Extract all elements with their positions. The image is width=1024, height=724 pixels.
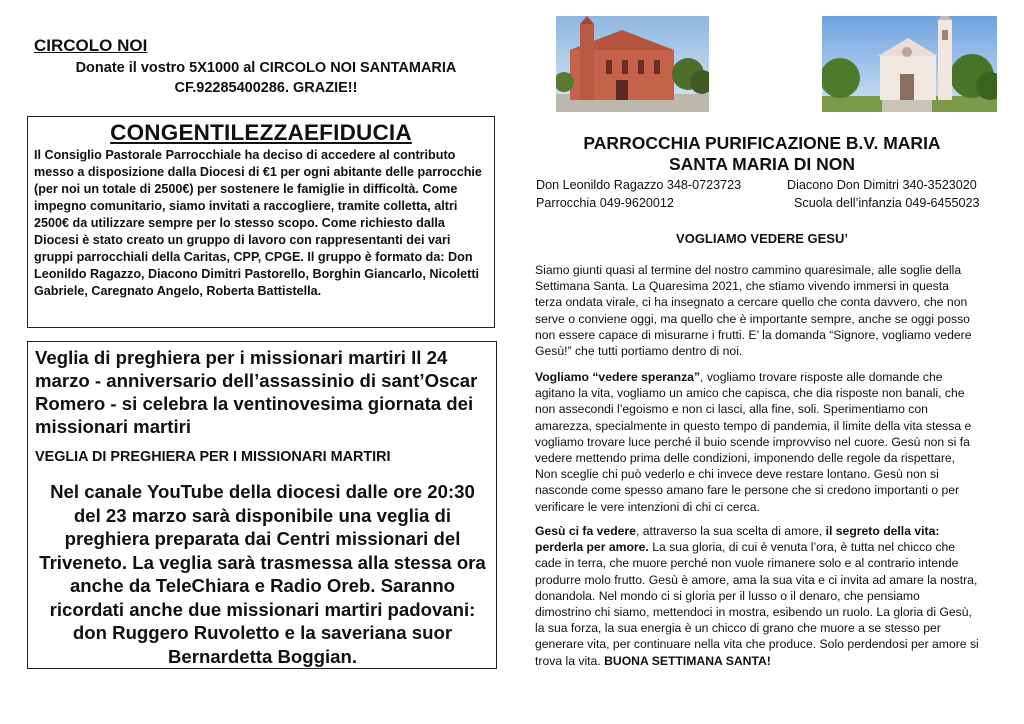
church-facade-image [822, 16, 997, 112]
paragraph-2-lead: Vogliamo “vedere speranza” [535, 370, 701, 384]
contact-don-leonildo: Don Leonildo Ragazzo 348-0723723 [536, 178, 742, 192]
paragraph-3-text: La sua gloria, di cui è venuta l’ora, è tutta nel chicco che cade in terra, che muore perché non vuole rimanere solo e al contrario intende produrre molo frutto. Gesù è amore, ama la sua vita e ci invita ad amare la nostra, donandola. Nel mondo ci si gloria per il lusso o il denaro, che pensiamo dimostrino chi siamo, mettendoci in mostra, esibendo un ruolo. La gloria di Gesù, la sua forza, la sua energia è un chicco di grano che muore a se stesso per generare vita, per continuare nella vita che produce. Solo perdendosi per amore si trova la vita. [535, 540, 979, 668]
circolo-notice [34, 58, 498, 98]
church-photo-facade [822, 16, 997, 112]
veglia-box [27, 341, 497, 669]
contact-parrocchia: Parrocchia 049-9620012 [536, 196, 674, 210]
parish-name-line-1: PARROCCHIA PURIFICAZIONE B.V. MARIA [583, 133, 941, 153]
contact-scuola-infanzia: Scuola dell’infanzia 049-6455023 [794, 196, 980, 210]
fiducia-title: CONGENTILEZZAEFIDUCIA [110, 120, 412, 145]
paragraph-3-highlight: il segreto della vita: perderla per amore. [535, 524, 940, 555]
circolo-title: CIRCOLO NOI [34, 36, 148, 55]
fiducia-box [27, 116, 495, 328]
parish-name-line-2: SANTA MARIA DI NON [668, 154, 855, 174]
closing-greeting: BUONA SETTIMANA SANTA! [604, 653, 771, 668]
veglia-body: Nel canale YouTube della diocesi dalle ore 20:30 del 23 marzo sarà disponibile una veglia di preghiera preparata dai Centri missionari del Triveneto. La veglia sarà trasmessa alla stessa ora anche da TeleChiara e Radio Oreb. Saranno ricordati anche due missionari martiri padovani: don Ruggero Ruvoletto e la saveriana suor Bernardetta Boggian. [39, 481, 486, 667]
paragraph-2-text: , vogliamo trovare risposte alle domande che agitano la vita, vogliamo un amico che capisca, che dia risposte non banali, che non assecondi l’egoismo e non ci lasci, alla fine, soli. Sperimentiamo con amarezza, specialmente in questo tempo di pandemia, il limite della vita stessa e vogliamo trovare luce perché il buio scende improvviso nel cuore. Gesù non si fa vedere mettendo prima delle condizioni, imponendo delle regole da rispettare, Non sceglie chi può vederlo e chi invece deve restare lontano. Gesù non si nasconde come spesso amano fare le persone che si credono importanti o per verificare le vere intenzioni di chi ci cerca. [535, 370, 972, 514]
circolo-line-1: Donate il vostro 5X1000 al CIRCOLO NOI SANTAMARIA [75, 60, 457, 76]
parish-name [516, 133, 1008, 175]
article-title: VOGLIAMO VEDERE GESU’ [676, 231, 848, 246]
article-paragraph-1: Siamo giunti quasi al termine del nostro cammino quaresimale, alle soglie della Settimana Santa. La Quaresima 2021, che stiamo vivendo immersi in questa terza ondata virale, ci ha insegnato a cercare quello che conta davvero, che non serve o conviene oggi, ma quello che è importante sempre, anche se oggi posso non essere capace di misurarne i frutti. E’ la domanda “Signore, vogliamo vedere Gesù!” che tutti portiamo dentro di noi. [535, 263, 972, 359]
veglia-subtitle: VEGLIA DI PREGHIERA PER I MISSIONARI MARTIRI [35, 449, 391, 465]
contact-diacono-dimitri: Diacono Don Dimitri 340-3523020 [787, 178, 977, 192]
article-paragraph-2 [535, 369, 979, 515]
circolo-line-2: CF.92285400286. GRAZIE!! [174, 80, 358, 96]
paragraph-3-mid: , attraverso la sua scelta di amore, [635, 524, 826, 538]
paragraph-3-lead: Gesù ci fa vedere [535, 524, 636, 538]
church-brick-image [556, 16, 709, 112]
article-paragraph-3 [535, 523, 979, 669]
fiducia-body: Il Consiglio Pastorale Parrocchiale ha deciso di accedere al contributo messo a disposizione dalla Diocesi di €1 per ogni abitante delle parrocchie (per noi un totale di 2500€) per sostenere le famiglie in difficoltà. Come impegno comunitario, siamo invitati a raccogliere, tramite colletta, altri 2500€ da utilizzare sempre per lo stesso scopo. Come richiesto dalla Diocesi è stato creato un gruppo di lavoro con rappresentanti dei vari gruppi parrocchiali della Caritas, CPP, CPGE. Il gruppo è formato da: Don Leonildo Ragazzo, Diacono Dimitri Pastorello, Borghin Giancarlo, Nicoletti Gabriele, Caregnato Angelo, Roberta Battistella. [34, 148, 482, 298]
church-photo-brick [556, 16, 709, 112]
veglia-title: Veglia di preghiera per i missionari martiri Il 24 marzo - anniversario dell’assassinio di sant’Oscar Romero - si celebra la ventinovesima giornata dei missionari martiri [35, 347, 478, 437]
